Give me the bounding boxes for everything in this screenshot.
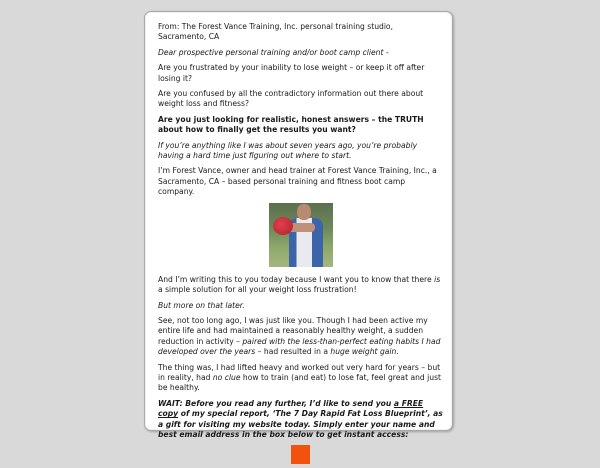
question-confused: Are you confused by all the contradictory information out there about weight loss and fitness? <box>158 89 424 109</box>
medicine-ball-icon <box>273 217 293 235</box>
photo-head <box>297 204 311 220</box>
optin-orange-box[interactable] <box>291 445 310 464</box>
story-text-2: – had resulted in a <box>255 347 331 357</box>
photo-container <box>158 203 443 268</box>
optin-area <box>158 445 443 467</box>
writing-text-1: And I’m writing this to you today because I want you to know that there <box>158 274 435 284</box>
story-text-1: See, not too long ago, I was just like you. Though I had been active my entire life and had maintained a reasonably healthy weight, a sudden reduction in activity – <box>158 315 428 346</box>
thing-paragraph <box>158 363 443 394</box>
story-italic-2: huge weight gain <box>330 347 397 357</box>
more-later: But more on that later. <box>158 300 245 310</box>
thing-text-1: The thing was, I had lifted heavy and worked out very hard for years – but in reality, had <box>158 362 441 382</box>
free-copy-highlight: a FREE copy <box>158 398 424 419</box>
wait-text-1: WAIT: Before you read any further, I’d like to send you <box>158 398 394 408</box>
story-paragraph <box>158 316 443 358</box>
greeting: Dear prospective personal training and/or boot camp client - <box>158 47 389 57</box>
writing-text-2: a simple solution for all your weight loss frustration! <box>158 285 357 295</box>
thing-text-2: how to train (and eat) to lose fat, feel great and just be healthy. <box>158 372 442 393</box>
wait-text-2: of my special report, ‘The 7 Day Rapid Fat Loss Blueprint’, as a gift for visiting my website today. Simply enter your name and best email address in the box below to get instant access: <box>158 409 443 439</box>
intro-italic: If you’re anything like I was about seven years ago, you’re probably having a hard time just figuring out where to start. <box>158 140 418 161</box>
trainer-photo <box>269 203 333 267</box>
writing-emphasis: is <box>434 274 441 284</box>
question-frustrated: Are you frustrated by your inability to lose weight – or keep it off after losing it? <box>158 63 425 83</box>
thing-italic: no clue <box>212 372 241 382</box>
wait-paragraph <box>158 399 443 441</box>
question-truth: Are you just looking for realistic, honest answers – the TRUTH about how to finally get the results you want? <box>158 114 424 135</box>
writing-paragraph <box>158 275 443 296</box>
story-italic-1: paired with the less-than-perfect eating habits I had developed over the years <box>158 336 441 357</box>
story-text-3: . <box>396 347 399 357</box>
intro-paragraph: I’m Forest Vance, owner and head trainer at Forest Vance Training, Inc., a Sacramento, CA – based personal training and fitness boot camp company. <box>158 166 437 197</box>
letter-content <box>158 22 443 468</box>
letter-card <box>144 11 453 439</box>
from-line: From: The Forest Vance Training, Inc. personal training studio, Sacramento, CA <box>158 22 393 42</box>
